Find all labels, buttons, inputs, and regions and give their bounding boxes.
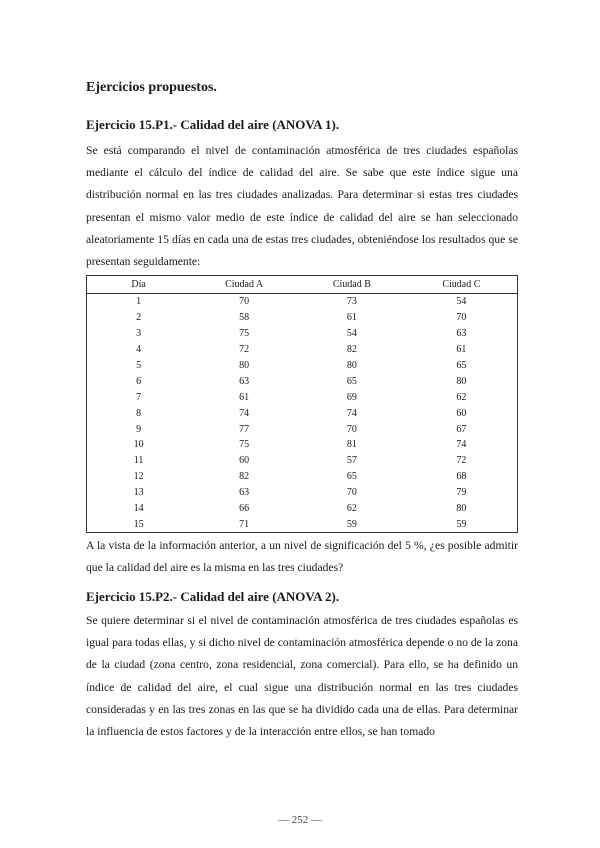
table-cell: 60 [239, 455, 250, 467]
table-row [87, 326, 518, 342]
table-header-row [87, 276, 518, 294]
table-cell: 2 [136, 312, 142, 324]
table-row [87, 469, 518, 485]
table-cell: 72 [239, 344, 250, 356]
table-cell: 3 [136, 328, 142, 340]
table-row [87, 405, 518, 421]
table-cell: 5 [136, 360, 142, 371]
table-cell: 61 [456, 344, 467, 356]
table-cell: 14 [133, 503, 144, 515]
header-ciudad-b: Ciudad B [298, 276, 406, 294]
table-cell: 63 [456, 328, 467, 340]
table-cell: 12 [133, 471, 144, 483]
table-cell: 62 [346, 503, 357, 515]
header-dia: Día [87, 276, 191, 294]
table-cell: 59 [456, 518, 467, 530]
table-body [87, 294, 518, 533]
table-cell: 72 [456, 455, 467, 467]
header-ciudad-a: Ciudad A [190, 276, 298, 294]
table-cell: 63 [239, 487, 250, 499]
exercise-1-question: A la vista de la información anterior, a un nivel de significación del 5 %, ¿es posible admitir que la calidad del aire es la misma en las tres ciudades? [86, 539, 518, 575]
table-cell: 57 [346, 455, 357, 467]
table-cell: 70 [346, 423, 357, 435]
table-cell: 58 [239, 312, 250, 324]
table-cell: 6 [136, 375, 142, 387]
table-cell: 70 [239, 296, 250, 308]
table-cell: 9 [136, 423, 142, 435]
table-row [87, 310, 518, 326]
table-cell: 61 [239, 391, 250, 403]
page-number: — 252 — [278, 814, 322, 826]
table-cell: 81 [346, 439, 357, 451]
table-cell: 62 [456, 391, 467, 403]
exercise-1-title: Ejercicio 15.P1.- Calidad del aire (ANOVA 1). [86, 117, 340, 132]
exercise-1-paragraph: Se está comparando el nivel de contaminación atmosférica de tres ciudades españolas mediante el cálculo del índice de calidad del aire. Se sabe que este índice sigue una distribución normal en las tres ciudades analizadas. Para determinar si estas tres ciudades presentan el mismo valor medio de este índice de calidad del aire se han seleccionado aleatoriamente 15 días en cada una de estas tres ciudades, obteniéndose los resultados que se presentan seguidamente: [86, 144, 518, 269]
exercise-2-title: Ejercicio 15.P2.- Calidad del aire (ANOVA 2). [86, 589, 340, 604]
table-cell: 69 [346, 391, 357, 403]
table-cell: 75 [239, 439, 250, 451]
table-cell: 80 [456, 503, 467, 515]
table-row [87, 437, 518, 453]
table-cell: 59 [346, 518, 357, 530]
table-cell: 70 [346, 487, 357, 499]
table-cell: 73 [346, 296, 357, 308]
table-cell: 8 [136, 407, 142, 419]
table-row [87, 453, 518, 469]
table-row [87, 342, 518, 358]
section-title: Ejercicios propuestos. [86, 80, 217, 95]
table-cell: 4 [136, 344, 142, 356]
table-cell: 60 [456, 407, 467, 419]
table-row [87, 421, 518, 437]
table-cell: 77 [239, 423, 250, 435]
table-cell: 82 [239, 471, 250, 483]
table-cell: 65 [346, 471, 357, 483]
table-row [87, 501, 518, 517]
table-cell: 80 [456, 375, 467, 387]
table-cell: 67 [456, 423, 467, 435]
table-cell: 11 [133, 455, 144, 467]
table-cell: 70 [456, 312, 467, 324]
table-cell: 1 [136, 296, 142, 308]
exercise-2-paragraph: Se quiere determinar si el nivel de contaminación atmosférica de tres ciudades españolas es igual para todas ellas, y si dicho nivel de contaminación atmosférica depende o no de la zona de la ciudad (zona centro, zona residencial, zona comercial). Para ello, se ha definido un índice de calidad del aire, el cual sigue una distribución normal en las tres ciudades consideradas y en las tres zonas en las que se ha dividido cada una de ellas. Para determinar la influencia de estos factores y de la interacción entre ellos, se han tomado [86, 614, 518, 739]
table-cell: 75 [239, 328, 250, 340]
header-ciudad-c: Ciudad C [406, 276, 518, 294]
table-cell: 68 [456, 471, 467, 483]
table-cell: 54 [456, 296, 467, 308]
table-cell: 74 [346, 407, 357, 419]
table-cell: 82 [346, 344, 357, 356]
table-cell: 79 [456, 487, 467, 499]
table-cell: 65 [456, 360, 467, 371]
table-cell: 65 [346, 375, 357, 387]
table-cell: 63 [239, 375, 250, 387]
table-row [87, 373, 518, 389]
table-cell: 10 [133, 439, 144, 451]
table-cell: 15 [133, 518, 144, 530]
table-cell: 74 [456, 439, 467, 451]
table-cell: 80 [239, 360, 250, 371]
table-row [87, 389, 518, 405]
table-cell: 13 [133, 487, 144, 499]
table-row [87, 516, 518, 532]
table-cell: 74 [239, 407, 250, 419]
table-cell: 7 [136, 391, 142, 403]
table-cell: 54 [346, 328, 357, 340]
table-cell: 66 [239, 503, 250, 515]
table-cell: 61 [346, 312, 357, 324]
table-cell: 80 [346, 360, 357, 371]
table-row [87, 294, 518, 310]
table-row [87, 358, 518, 374]
table-row [87, 485, 518, 501]
table-cell: 71 [239, 518, 250, 530]
air-quality-table [86, 275, 518, 533]
